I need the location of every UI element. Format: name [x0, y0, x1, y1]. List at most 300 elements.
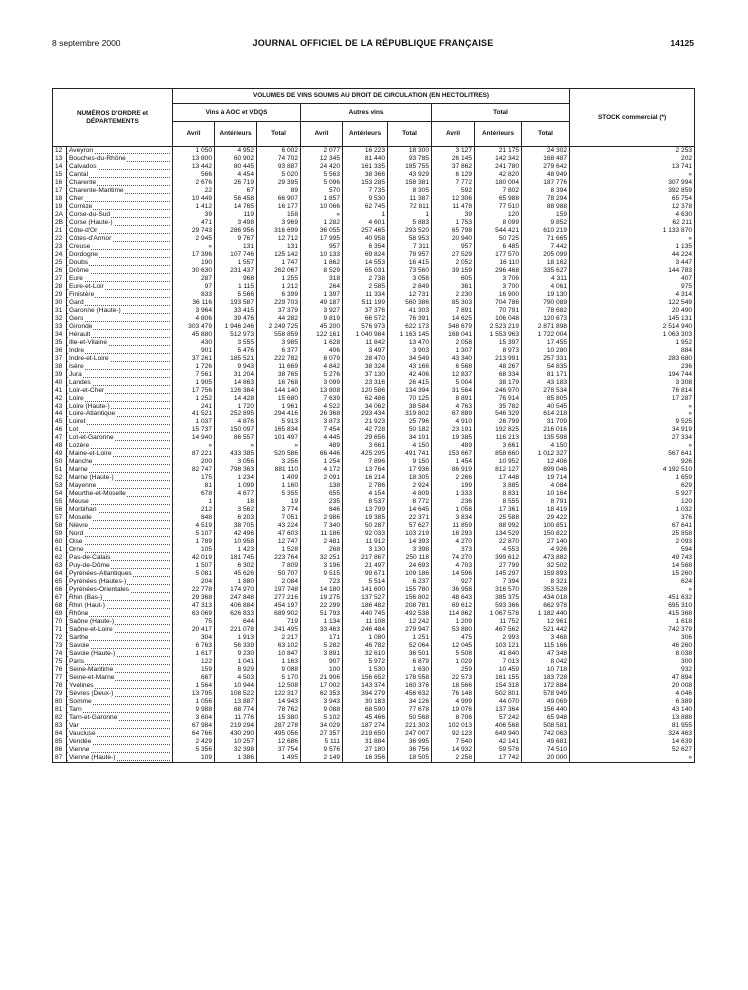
total-avril-cell: 86 919: [432, 466, 475, 474]
autres-anterieurs-cell: 425 295: [343, 450, 388, 458]
aoc-avril-cell: 14 940: [173, 434, 215, 442]
total-total-cell: 40 545: [522, 403, 570, 411]
dept-code-cell: 53: [53, 482, 67, 490]
dept-code-cell: 46: [53, 426, 67, 434]
table-row: [53, 482, 695, 490]
autres-avril-cell: 2 986: [301, 514, 343, 522]
dept-name-text: Lot-et-Garonne: [69, 434, 114, 442]
aoc-total-cell: 19: [257, 498, 301, 506]
autres-total-cell: 16 415: [388, 259, 432, 267]
aoc-total-cell: 12 747: [257, 538, 301, 546]
total-anterieurs-cell: 8 099: [475, 219, 522, 227]
total-avril-cell: 39: [432, 211, 475, 219]
aoc-total-cell: 37 754: [257, 746, 301, 754]
autres-total-cell: 43 166: [388, 363, 432, 371]
dept-code-cell: 71: [53, 626, 67, 634]
aoc-avril-cell: 22: [173, 187, 215, 195]
aoc-anterieurs-cell: 33 415: [215, 307, 257, 315]
dept-code-cell: 82: [53, 714, 67, 722]
aoc-anterieurs-cell: 1 913: [215, 634, 257, 642]
table-row: [53, 466, 695, 474]
table-row: [53, 299, 695, 307]
total-anterieurs-cell: 21 175: [475, 147, 522, 155]
total-anterieurs-cell: 120: [475, 211, 522, 219]
total-anterieurs-cell: 77 510: [475, 203, 522, 211]
autres-avril-cell: 26 368: [301, 410, 343, 418]
total-anterieurs-cell: 16 900: [475, 291, 522, 299]
dept-code-cell: 64: [53, 570, 67, 578]
autres-total-cell: 1 630: [388, 666, 432, 674]
dept-code-cell: 57: [53, 514, 67, 522]
autres-anterieurs-cell: 65 031: [343, 267, 388, 275]
aoc-anterieurs-cell: 221 078: [215, 626, 257, 634]
autres-avril-cell: 2 481: [301, 538, 343, 546]
aoc-total-cell: 881 110: [257, 466, 301, 474]
total-total-cell: 662 978: [522, 602, 570, 610]
autres-avril-cell: 3 927: [301, 307, 343, 315]
autres-avril-cell: 22 299: [301, 602, 343, 610]
autres-total-header: Total: [388, 122, 432, 147]
autres-avril-cell: 3 196: [301, 562, 343, 570]
stock-cell: »: [570, 586, 695, 594]
total-total-header: Total: [522, 122, 570, 147]
aoc-anterieurs-cell: 231 437: [215, 267, 257, 275]
autres-avril-cell: 21 906: [301, 674, 343, 682]
dept-name-cell: [67, 618, 173, 626]
aoc-anterieurs-cell: 6 203: [215, 514, 257, 522]
total-avril-cell: 16 293: [432, 530, 475, 538]
aoc-anterieurs-cell: 42 496: [215, 530, 257, 538]
total-avril-cell: 1 333: [432, 490, 475, 498]
autres-avril-cell: 9 819: [301, 315, 343, 323]
aoc-anterieurs-cell: 14 863: [215, 379, 257, 387]
autres-total-cell: 221 303: [388, 722, 432, 730]
aoc-total-cell: 5 355: [257, 490, 301, 498]
aoc-anterieurs-cell: 1 234: [215, 474, 257, 482]
autres-anterieurs-cell: 576 973: [343, 323, 388, 331]
table-row: [53, 730, 695, 738]
table-row: [53, 179, 695, 187]
total-total-cell: 610 219: [522, 227, 570, 235]
autres-total-cell: 36 501: [388, 650, 432, 658]
stock-cell: 3 308: [570, 379, 695, 387]
dept-name-cell: [67, 187, 173, 195]
aoc-avril-cell: 15 737: [173, 426, 215, 434]
dept-name-text: Tarn-et-Garonne: [69, 713, 118, 721]
total-avril-cell: 102 013: [432, 722, 475, 730]
aoc-avril-cell: 1 056: [173, 698, 215, 706]
dept-name-text: Aveyron: [69, 147, 94, 154]
dept-code-cell: 33: [53, 323, 67, 331]
dept-code-cell: 75: [53, 658, 67, 666]
stock-cell: 13 741: [570, 163, 695, 171]
autres-anterieurs-cell: 45 466: [343, 714, 388, 722]
autres-avril-cell: 24 420: [301, 163, 343, 171]
total-avril-cell: 4 999: [432, 698, 475, 706]
dept-name-cell: [67, 594, 173, 602]
stock-cell: 306: [570, 634, 695, 642]
header-title: JOURNAL OFFICIEL DE LA RÉPUBLIQUE FRANÇAISE: [252, 38, 494, 48]
table-row: [53, 410, 695, 418]
autres-anterieurs-cell: 141 600: [343, 586, 388, 594]
dept-code-cell: 41: [53, 387, 67, 395]
autres-avril-cell: 2 149: [301, 754, 343, 762]
autres-avril-cell: 45 200: [301, 323, 343, 331]
dept-name-text: Calvados: [69, 162, 97, 170]
autres-total-cell: 25 796: [388, 418, 432, 426]
aoc-avril-cell: 45 880: [173, 331, 215, 339]
total-anterieurs-cell: 116 213: [475, 434, 522, 442]
stock-cell: 1 618: [570, 618, 695, 626]
stock-cell: 20 008: [570, 682, 695, 690]
autres-avril-cell: 171: [301, 634, 343, 642]
autres-avril-cell: 235: [301, 498, 343, 506]
aoc-avril-cell: 566: [173, 171, 215, 179]
stock-cell: 1 952: [570, 339, 695, 347]
dept-code-cell: 52: [53, 474, 67, 482]
table-row: [53, 570, 695, 578]
table-row: [53, 418, 695, 426]
aoc-anterieurs-cell: 5 566: [215, 291, 257, 299]
total-total-cell: 205 099: [522, 251, 570, 259]
aoc-avril-cell: 13 795: [173, 690, 215, 698]
stock-cell: 594: [570, 546, 695, 554]
autres-anterieurs-cell: 68 590: [343, 706, 388, 714]
total-total-cell: 257 331: [522, 355, 570, 363]
total-anterieurs-cell: 76 914: [475, 395, 522, 403]
autres-avril-cell: 13 808: [301, 387, 343, 395]
aoc-avril-cell: 81: [173, 482, 215, 490]
total-anterieurs-cell: 15 397: [475, 339, 522, 347]
autres-anterieurs-cell: 81 440: [343, 155, 388, 163]
dept-name-cell: [67, 387, 173, 395]
aoc-avril-header: Avril: [173, 122, 215, 147]
total-anterieurs-cell: 161 155: [475, 674, 522, 682]
total-total-cell: 899 046: [522, 466, 570, 474]
autres-total-cell: 185 755: [388, 163, 432, 171]
autres-anterieurs-cell: 6 354: [343, 243, 388, 251]
autres-total-cell: 208 781: [388, 602, 432, 610]
aoc-anterieurs-cell: 14 765: [215, 203, 257, 211]
dept-name-text: Puy-de-Dôme: [69, 562, 110, 570]
total-avril-cell: 2 052: [432, 259, 475, 267]
aoc-anterieurs-cell: 8 929: [215, 666, 257, 674]
aoc-anterieurs-cell: 430 290: [215, 730, 257, 738]
aoc-avril-cell: 29 368: [173, 594, 215, 602]
stock-cell: 62 211: [570, 219, 695, 227]
dept-name-text: Sèvres (Deux-): [69, 689, 114, 697]
aoc-anterieurs-cell: 1 880: [215, 578, 257, 586]
total-avril-cell: 927: [432, 578, 475, 586]
autres-avril-cell: 1 282: [301, 219, 343, 227]
stock-cell: 307 994: [570, 179, 695, 187]
total-avril-cell: 65 798: [432, 227, 475, 235]
dept-code-cell: 31: [53, 307, 67, 315]
total-avril-cell: 14 932: [432, 746, 475, 754]
autres-avril-cell: 1 397: [301, 291, 343, 299]
aoc-total-cell: 66 907: [257, 195, 301, 203]
dept-name-cell: [67, 243, 173, 251]
stock-cell: »: [570, 410, 695, 418]
aoc-total-cell: »: [257, 442, 301, 450]
autres-total-cell: 6 879: [388, 658, 432, 666]
aoc-total-cell: 78 762: [257, 706, 301, 714]
autres-avril-cell: 62 353: [301, 690, 343, 698]
aoc-avril-cell: 17 756: [173, 387, 215, 395]
dept-name-text: Ille-et-Vilaine: [69, 338, 107, 346]
aoc-avril-cell: 1 617: [173, 650, 215, 658]
autres-anterieurs-cell: 37 130: [343, 371, 388, 379]
dept-name-cell: [67, 538, 173, 546]
total-total-cell: 115 166: [522, 642, 570, 650]
stock-cell: 65 754: [570, 195, 695, 203]
total-anterieurs-cell: 26 799: [475, 418, 522, 426]
total-avril-cell: 69 612: [432, 602, 475, 610]
total-anterieurs-cell: 593 366: [475, 602, 522, 610]
total-anterieurs-cell: 3 700: [475, 283, 522, 291]
table-row: [53, 395, 695, 403]
total-total-cell: 54 835: [522, 363, 570, 371]
dept-name-text: Paris: [69, 658, 85, 665]
autres-total-cell: 3 903: [388, 347, 432, 355]
autres-avril-cell: 4 522: [301, 403, 343, 411]
dept-name-cell: [67, 474, 173, 482]
aoc-anterieurs-cell: 1 557: [215, 259, 257, 267]
table-row: [53, 722, 695, 730]
aoc-total-cell: 262 067: [257, 267, 301, 275]
table-row: [53, 586, 695, 594]
stock-cell: 236: [570, 363, 695, 371]
total-avril-cell: 12 837: [432, 371, 475, 379]
total-avril-cell: 37 862: [432, 163, 475, 171]
total-avril-cell: 1 209: [432, 618, 475, 626]
dept-name-cell: [67, 379, 173, 387]
autres-avril-cell: 36 055: [301, 227, 343, 235]
table-row: [53, 562, 695, 570]
aoc-anterieurs-cell: 13 887: [215, 698, 257, 706]
table-row: [53, 490, 695, 498]
dept-name-cell: [67, 363, 173, 371]
autres-anterieurs-cell: 3 497: [343, 347, 388, 355]
aoc-total-cell: 6 002: [257, 147, 301, 155]
autres-total-cell: 26 415: [388, 379, 432, 387]
autres-total-cell: 9 150: [388, 458, 432, 466]
aoc-avril-cell: 13 442: [173, 163, 215, 171]
total-avril-cell: 7 891: [432, 307, 475, 315]
stock-cell: »: [570, 171, 695, 179]
dept-name-cell: [67, 546, 173, 554]
total-avril-cell: 7 540: [432, 738, 475, 746]
aoc-total-cell: 131: [257, 243, 301, 251]
aoc-total-cell: 2 084: [257, 578, 301, 586]
aoc-total-cell: 294 416: [257, 410, 301, 418]
autres-anterieurs-cell: 62 486: [343, 395, 388, 403]
total-avril-cell: 27 529: [432, 251, 475, 259]
total-anterieurs-cell: 106 048: [475, 315, 522, 323]
stock-cell: 451 632: [570, 594, 695, 602]
aoc-total-cell: 12 712: [257, 235, 301, 243]
autres-anterieurs-cell: 3 661: [343, 442, 388, 450]
total-anterieurs-cell: 44 070: [475, 698, 522, 706]
stock-cell: 194 744: [570, 371, 695, 379]
dept-name-text: Côtes-d'Armor: [69, 234, 112, 242]
autres-anterieurs-cell: 137 527: [343, 594, 388, 602]
total-avril-cell: 53 880: [432, 626, 475, 634]
dept-name-cell: [67, 331, 173, 339]
dept-code-cell: 14: [53, 163, 67, 171]
autres-total-cell: 18 505: [388, 754, 432, 762]
table-row: [53, 474, 695, 482]
aoc-avril-cell: 1: [173, 498, 215, 506]
autres-avril-cell: 264: [301, 283, 343, 291]
total-total-cell: 4 311: [522, 275, 570, 283]
total-total-cell: 4 150: [522, 442, 570, 450]
total-total-cell: 521 442: [522, 626, 570, 634]
autres-vins-subheader: Autres vins: [301, 104, 432, 122]
aoc-anterieurs-cell: 1 115: [215, 283, 257, 291]
total-total-cell: 335 627: [522, 267, 570, 275]
stock-cell: 144 783: [570, 267, 695, 275]
total-avril-cell: 2 266: [432, 474, 475, 482]
total-avril-cell: 236: [432, 498, 475, 506]
dept-name-cell: [67, 642, 173, 650]
dept-name-text: Moselle: [69, 514, 92, 522]
total-total-cell: 32 502: [522, 562, 570, 570]
aoc-anterieurs-cell: 968: [215, 275, 257, 283]
dept-code-cell: 66: [53, 586, 67, 594]
total-total-cell: 7 442: [522, 243, 570, 251]
total-anterieurs-cell: 502 801: [475, 690, 522, 698]
total-anterieurs-cell: 704 786: [475, 299, 522, 307]
total-total-cell: 19 130: [522, 291, 570, 299]
dept-code-cell: 86: [53, 746, 67, 754]
aoc-avril-cell: 1 905: [173, 379, 215, 387]
dept-name-text: Doubs: [69, 258, 89, 266]
aoc-total-cell: 222 782: [257, 355, 301, 363]
dept-name-text: Côte-d'Or: [69, 226, 98, 234]
aoc-avril-cell: 430: [173, 339, 215, 347]
total-anterieurs-cell: 17 448: [475, 474, 522, 482]
dept-name-cell: [67, 714, 173, 722]
aoc-total-cell: 12 508: [257, 682, 301, 690]
autres-anterieurs-cell: 153 285: [343, 179, 388, 187]
stock-cell: 376: [570, 514, 695, 522]
total-anterieurs-cell: 10 459: [475, 666, 522, 674]
dept-name-cell: [67, 219, 173, 227]
aoc-total-cell: 3 256: [257, 458, 301, 466]
autres-anterieurs-cell: 440 745: [343, 610, 388, 618]
total-avril-cell: 373: [432, 546, 475, 554]
total-total-cell: 18 162: [522, 259, 570, 267]
aoc-anterieurs-cell: 108 522: [215, 690, 257, 698]
dept-code-cell: 77: [53, 674, 67, 682]
dept-name-cell: [67, 403, 173, 411]
autres-anterieurs-cell: 40 958: [343, 235, 388, 243]
aoc-anterieurs-cell: 1 423: [215, 546, 257, 554]
dept-name-cell: [67, 410, 173, 418]
stock-cell: 14 568: [570, 562, 695, 570]
dept-name-text: Savoie: [69, 642, 90, 650]
aoc-total-cell: 158: [257, 211, 301, 219]
dept-name-cell: [67, 490, 173, 498]
table-row: [53, 650, 695, 658]
dept-name-cell: [67, 570, 173, 578]
autres-total-cell: 17 936: [388, 466, 432, 474]
total-anterieurs-cell: 1 553 963: [475, 331, 522, 339]
aoc-avril-cell: 7 561: [173, 371, 215, 379]
dept-name-cell: [67, 498, 173, 506]
table-row: [53, 450, 695, 458]
aoc-total-cell: 12 686: [257, 738, 301, 746]
aoc-avril-cell: 122: [173, 658, 215, 666]
total-anterieurs-cell: 57 242: [475, 714, 522, 722]
total-avril-cell: 489: [432, 442, 475, 450]
total-anterieurs-cell: 192 825: [475, 426, 522, 434]
autres-avril-cell: 11 186: [301, 530, 343, 538]
table-body: [53, 147, 695, 763]
autres-anterieurs-cell: 28 470: [343, 355, 388, 363]
dept-name-cell: [67, 578, 173, 586]
dept-code-cell: 28: [53, 283, 67, 291]
autres-avril-cell: 655: [301, 490, 343, 498]
total-anterieurs-cell: 145 297: [475, 570, 522, 578]
table-row: [53, 203, 695, 211]
total-anterieurs-cell: 16 110: [475, 259, 522, 267]
autres-total-cell: 1 251: [388, 634, 432, 642]
autres-total-cell: 93 785: [388, 155, 432, 163]
aoc-avril-cell: 5 107: [173, 530, 215, 538]
dept-name-text: Meurthe-et-Moselle: [69, 490, 126, 498]
dept-code-cell: 79: [53, 690, 67, 698]
autres-avril-cell: 122 161: [301, 331, 343, 339]
autres-total-cell: 76 391: [388, 315, 432, 323]
aoc-total-cell: 7 051: [257, 514, 301, 522]
aoc-anterieurs-cell: 3 056: [215, 458, 257, 466]
autres-avril-cell: 4 445: [301, 434, 343, 442]
stock-cell: 27 334: [570, 434, 695, 442]
autres-total-cell: 38 584: [388, 403, 432, 411]
autres-avril-cell: 268: [301, 546, 343, 554]
dept-name-text: Corrèze: [69, 202, 93, 210]
total-anterieurs-cell: 6 485: [475, 243, 522, 251]
autres-anterieurs-cell: 11 334: [343, 291, 388, 299]
aoc-total-cell: 558 859: [257, 331, 301, 339]
total-anterieurs-cell: 8 555: [475, 498, 522, 506]
aoc-total-cell: 287 278: [257, 722, 301, 730]
total-anterieurs-cell: 48 267: [475, 363, 522, 371]
dept-column-header: NUMÉROS D'ORDRE et DÉPARTEMENTS: [53, 89, 173, 147]
total-avril-cell: 153 667: [432, 450, 475, 458]
dept-code-cell: 70: [53, 618, 67, 626]
autres-avril-cell: 2 091: [301, 474, 343, 482]
autres-anterieurs-cell: 69 824: [343, 251, 388, 259]
aoc-anterieurs-cell: 11 776: [215, 714, 257, 722]
autres-anterieurs-cell: 19 385: [343, 514, 388, 522]
total-anterieurs-cell: 35 782: [475, 403, 522, 411]
aoc-anterieurs-cell: 252 895: [215, 410, 257, 418]
aoc-anterieurs-cell: 56 339: [215, 642, 257, 650]
dept-name-cell: [67, 299, 173, 307]
total-anterieurs-cell: 3 706: [475, 275, 522, 283]
aoc-anterieurs-cell: 4 876: [215, 418, 257, 426]
total-total-cell: 49 069: [522, 698, 570, 706]
aoc-anterieurs-cell: 31 204: [215, 371, 257, 379]
stock-cell: 14 639: [570, 738, 695, 746]
aoc-anterieurs-cell: 798 363: [215, 466, 257, 474]
autres-anterieurs-cell: 14 553: [343, 259, 388, 267]
aoc-avril-cell: 212: [173, 506, 215, 514]
table-row: [53, 347, 695, 355]
